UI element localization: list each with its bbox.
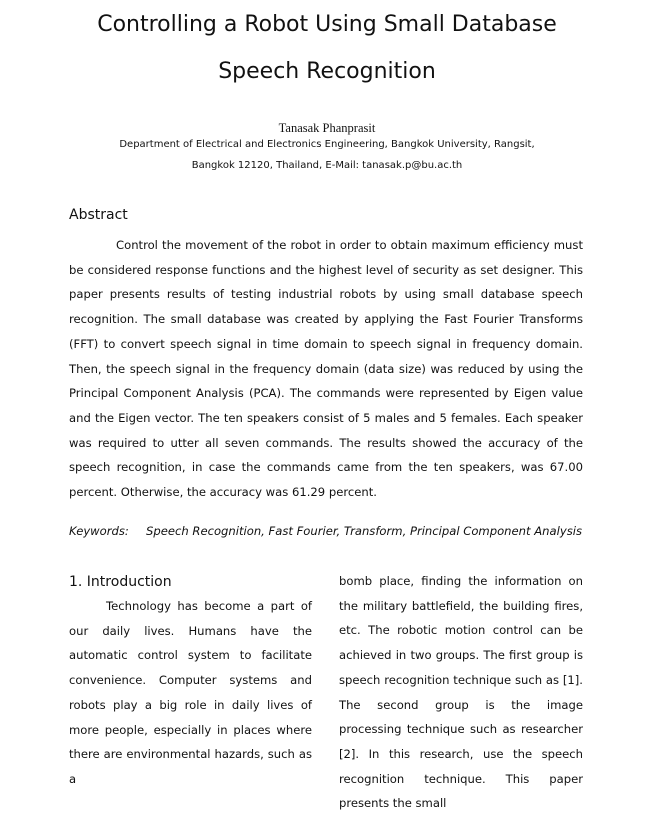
affiliation-line-2: Bangkok 12120, Thailand, E-Mail: tanasak.p@bu.ac.th [191, 160, 463, 171]
abstract-text: Control the movement of the robot in order to obtain maximum efficiency must be considered response functions and the highest level of security as set designer. This paper presents results of testing industrial robots by using small database speech recognition. The small database was created by applying the Fast Fourier Transforms (FFT) to convert speech signal in time domain to speech signal in frequency domain. Then, the speech signal in the frequency domain (data size) was reduced by using the Principal Component Analysis (PCA). The commands were represented by Eigen value and the Eigen vector. The ten speakers consist of 5 males and 5 females. Each speaker was required to utter all seven commands. The results showed the accuracy of the speech recognition, in case the commands came from the ten speakers, was 67.00 percent. Otherwise, the accuracy was 61.29 percent. [69, 238, 583, 500]
introduction-text-right: bomb place, finding the information on the military battlefield, the building fires, etc. The robotic motion control can be achieved in two groups. The first group is speech recognition technique such as [1]. The second group is the image processing technique such as researcher [2]. In this research, use the speech recognition technique. This paper presents the small [339, 574, 583, 811]
keywords-line [69, 522, 599, 540]
paper-title-line-1: Controlling a Robot Using Small Database [97, 12, 557, 37]
keywords-label: Keywords: [69, 524, 129, 538]
affiliation-line-1: Department of Electrical and Electronics Engineering, Bangkok University, Rangsit, [119, 139, 535, 150]
paper-title-line-2: Speech Recognition [218, 59, 436, 84]
author-name: Tanasak Phanprasit [278, 121, 376, 135]
introduction-heading: 1. Introduction [69, 574, 172, 590]
abstract-heading: Abstract [69, 207, 128, 223]
keywords-text: Speech Recognition, Fast Fourier, Transform, Principal Component Analysis [146, 524, 583, 538]
introduction-text-left: Technology has become a part of our daily lives. Humans have the automatic control system to facilitate convenience. Computer systems and robots play a big role in daily lives of more people, especially in places where there are environmental hazards, such as a [69, 599, 312, 786]
left-column [69, 572, 312, 792]
